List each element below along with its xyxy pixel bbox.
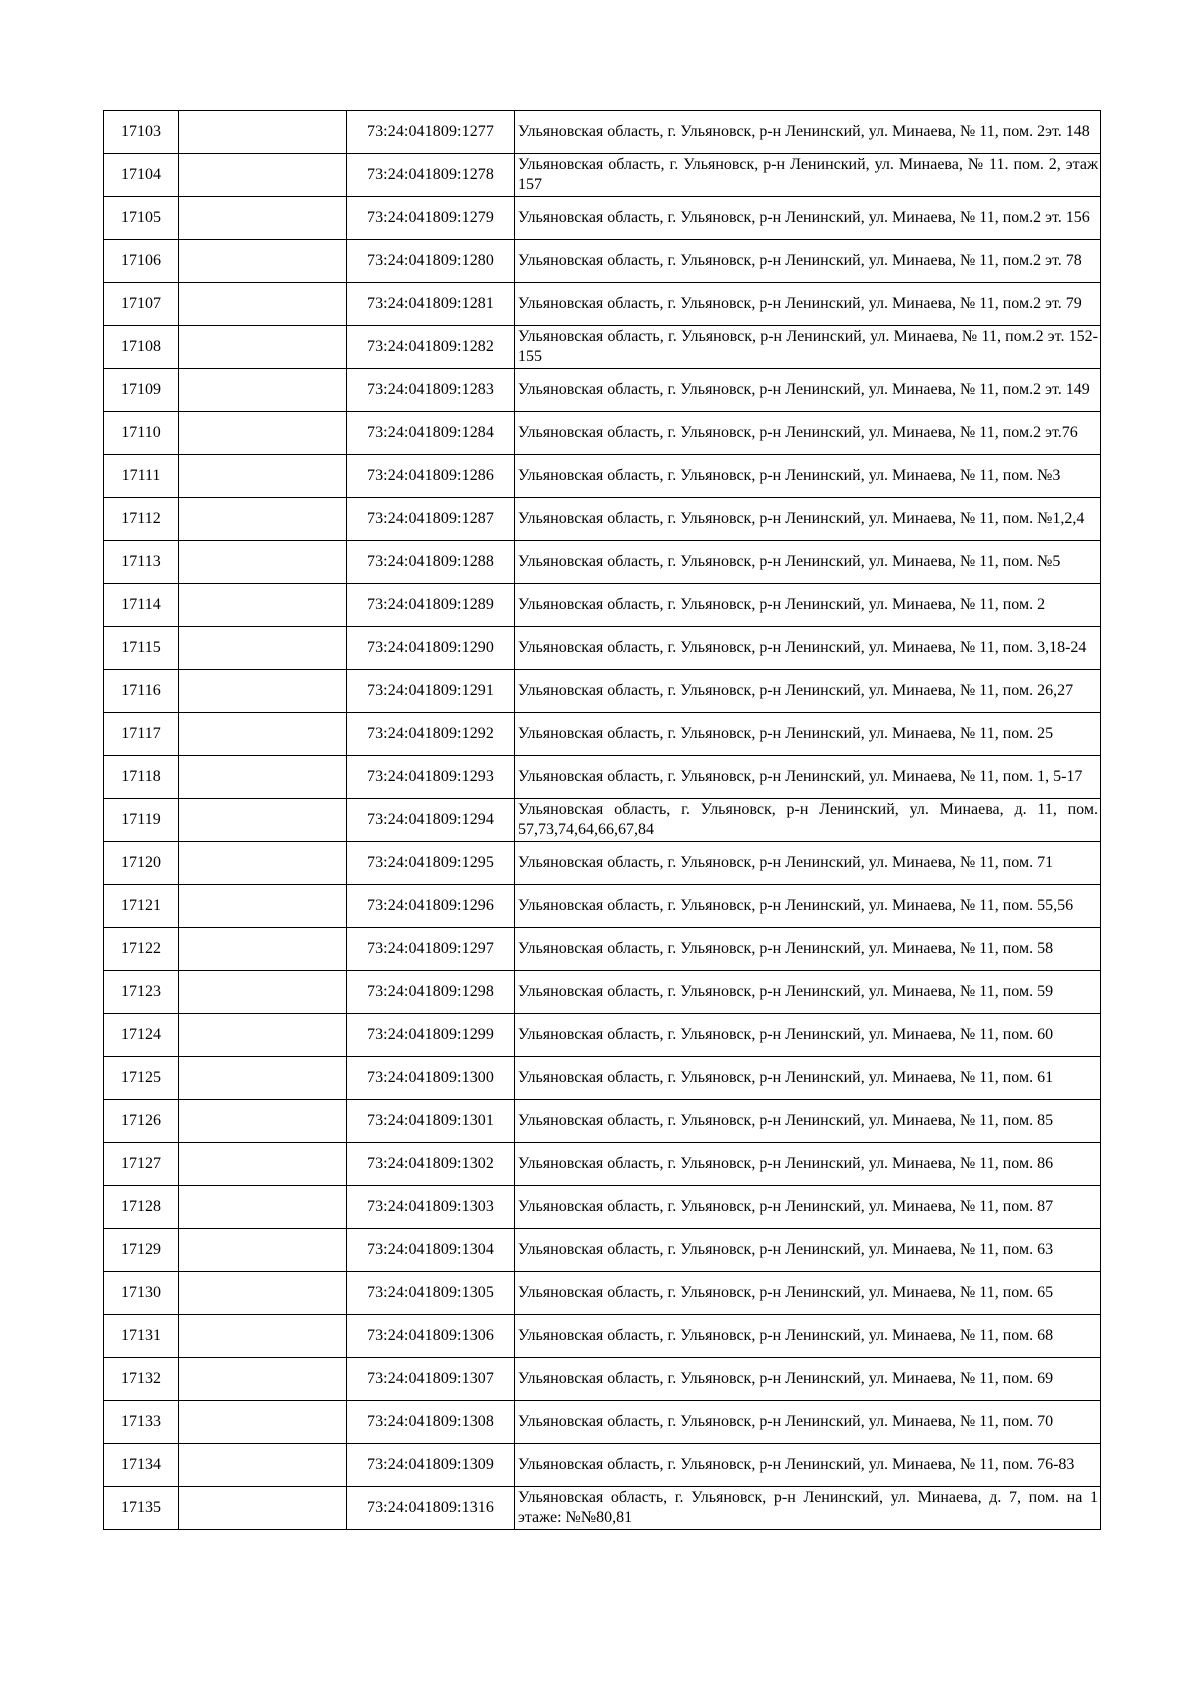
address-cell: Ульяновская область, г. Ульяновск, р-н Ленинский, ул. Минаева, № 11, пом. 71: [515, 842, 1101, 885]
address-cell: Ульяновская область, г. Ульяновск, р-н Ленинский, ул. Минаева, № 11, пом. №3: [515, 455, 1101, 498]
cadastral-number-cell: 73:24:041809:1289: [347, 584, 515, 627]
row-number-cell: 17128: [104, 1186, 179, 1229]
empty-cell: [179, 928, 347, 971]
address-cell: Ульяновская область, г. Ульяновск, р-н Ленинский, ул. Минаева, № 11, пом.2 эт. 79: [515, 283, 1101, 326]
row-number-cell: 17134: [104, 1444, 179, 1487]
empty-cell: [179, 197, 347, 240]
table-row: [104, 455, 1101, 498]
empty-cell: [179, 369, 347, 412]
cadastral-number-cell: 73:24:041809:1295: [347, 842, 515, 885]
cadastral-number-cell: 73:24:041809:1284: [347, 412, 515, 455]
empty-cell: [179, 670, 347, 713]
cadastral-number-cell: 73:24:041809:1286: [347, 455, 515, 498]
address-cell: Ульяновская область, г. Ульяновск, р-н Ленинский, ул. Минаева, № 11, пом. 2эт. 148: [515, 111, 1101, 154]
empty-cell: [179, 1014, 347, 1057]
address-cell: Ульяновская область, г. Ульяновск, р-н Ленинский, ул. Минаева, № 11, пом. 59: [515, 971, 1101, 1014]
empty-cell: [179, 885, 347, 928]
row-number-cell: 17114: [104, 584, 179, 627]
table-row: [104, 154, 1101, 197]
table-row: [104, 498, 1101, 541]
row-number-cell: 17112: [104, 498, 179, 541]
address-cell: Ульяновская область, г. Ульяновск, р-н Ленинский, ул. Минаева, № 11, пом. 87: [515, 1186, 1101, 1229]
row-number-cell: 17113: [104, 541, 179, 584]
empty-cell: [179, 1272, 347, 1315]
cadastral-number-cell: 73:24:041809:1292: [347, 713, 515, 756]
table-row: [104, 928, 1101, 971]
cadastral-number-cell: 73:24:041809:1308: [347, 1401, 515, 1444]
address-cell: Ульяновская область, г. Ульяновск, р-н Ленинский, ул. Минаева, № 11, пом. 86: [515, 1143, 1101, 1186]
row-number-cell: 17130: [104, 1272, 179, 1315]
cadastral-number-cell: 73:24:041809:1298: [347, 971, 515, 1014]
table-row: [104, 541, 1101, 584]
empty-cell: [179, 154, 347, 197]
row-number-cell: 17105: [104, 197, 179, 240]
row-number-cell: 17122: [104, 928, 179, 971]
address-cell: Ульяновская область, г. Ульяновск, р-н Ленинский, ул. Минаева, № 11, пом. 61: [515, 1057, 1101, 1100]
row-number-cell: 17108: [104, 326, 179, 369]
address-cell: Ульяновская область, г. Ульяновск, р-н Ленинский, ул. Минаева, № 11, пом. 60: [515, 1014, 1101, 1057]
row-number-cell: 17115: [104, 627, 179, 670]
empty-cell: [179, 1186, 347, 1229]
empty-cell: [179, 326, 347, 369]
table-row: [104, 412, 1101, 455]
empty-cell: [179, 1444, 347, 1487]
empty-cell: [179, 1229, 347, 1272]
table-row: [104, 885, 1101, 928]
cadastral-number-cell: 73:24:041809:1305: [347, 1272, 515, 1315]
table-row: [104, 627, 1101, 670]
empty-cell: [179, 842, 347, 885]
empty-cell: [179, 1100, 347, 1143]
table-body: [104, 111, 1101, 1530]
address-cell: Ульяновская область, г. Ульяновск, р-н Ленинский, ул. Минаева, № 11, пом. 76-83: [515, 1444, 1101, 1487]
cadastral-number-cell: 73:24:041809:1306: [347, 1315, 515, 1358]
table-row: [104, 369, 1101, 412]
address-cell: Ульяновская область, г. Ульяновск, р-н Ленинский, ул. Минаева, № 11, пом. №1,2,4: [515, 498, 1101, 541]
cadastral-number-cell: 73:24:041809:1288: [347, 541, 515, 584]
cadastral-number-cell: 73:24:041809:1302: [347, 1143, 515, 1186]
table-row: [104, 584, 1101, 627]
cadastral-number-cell: 73:24:041809:1316: [347, 1487, 515, 1530]
address-cell: Ульяновская область, г. Ульяновск, р-н Ленинский, ул. Минаева, д. 11, пом. 57,73,74,64,66,67,84: [515, 799, 1101, 842]
address-cell: Ульяновская область, г. Ульяновск, р-н Ленинский, ул. Минаева, № 11, пом. 55,56: [515, 885, 1101, 928]
row-number-cell: 17125: [104, 1057, 179, 1100]
row-number-cell: 17116: [104, 670, 179, 713]
table-row: [104, 240, 1101, 283]
property-registry-table: [103, 110, 1101, 1530]
cadastral-number-cell: 73:24:041809:1293: [347, 756, 515, 799]
table-row: [104, 1143, 1101, 1186]
row-number-cell: 17109: [104, 369, 179, 412]
address-cell: Ульяновская область, г. Ульяновск, р-н Ленинский, ул. Минаева, № 11. пом. 2, этаж 157: [515, 154, 1101, 197]
row-number-cell: 17107: [104, 283, 179, 326]
row-number-cell: 17117: [104, 713, 179, 756]
row-number-cell: 17111: [104, 455, 179, 498]
empty-cell: [179, 1057, 347, 1100]
table-row: [104, 756, 1101, 799]
cadastral-number-cell: 73:24:041809:1283: [347, 369, 515, 412]
cadastral-number-cell: 73:24:041809:1290: [347, 627, 515, 670]
cadastral-number-cell: 73:24:041809:1301: [347, 1100, 515, 1143]
table-row: [104, 1014, 1101, 1057]
cadastral-number-cell: 73:24:041809:1296: [347, 885, 515, 928]
empty-cell: [179, 1401, 347, 1444]
table-row: [104, 1186, 1101, 1229]
table-row: [104, 1315, 1101, 1358]
row-number-cell: 17127: [104, 1143, 179, 1186]
table-row: [104, 1100, 1101, 1143]
table-row: [104, 326, 1101, 369]
table-row: [104, 799, 1101, 842]
cadastral-number-cell: 73:24:041809:1277: [347, 111, 515, 154]
row-number-cell: 17106: [104, 240, 179, 283]
row-number-cell: 17124: [104, 1014, 179, 1057]
table-row: [104, 971, 1101, 1014]
row-number-cell: 17118: [104, 756, 179, 799]
row-number-cell: 17103: [104, 111, 179, 154]
cadastral-number-cell: 73:24:041809:1280: [347, 240, 515, 283]
empty-cell: [179, 1315, 347, 1358]
empty-cell: [179, 541, 347, 584]
empty-cell: [179, 1358, 347, 1401]
cadastral-number-cell: 73:24:041809:1294: [347, 799, 515, 842]
cadastral-number-cell: 73:24:041809:1281: [347, 283, 515, 326]
row-number-cell: 17123: [104, 971, 179, 1014]
row-number-cell: 17119: [104, 799, 179, 842]
cadastral-number-cell: 73:24:041809:1279: [347, 197, 515, 240]
empty-cell: [179, 627, 347, 670]
row-number-cell: 17135: [104, 1487, 179, 1530]
table-row: [104, 283, 1101, 326]
row-number-cell: 17132: [104, 1358, 179, 1401]
empty-cell: [179, 283, 347, 326]
row-number-cell: 17129: [104, 1229, 179, 1272]
address-cell: Ульяновская область, г. Ульяновск, р-н Ленинский, ул. Минаева, № 11, пом. 70: [515, 1401, 1101, 1444]
table-row: [104, 1358, 1101, 1401]
table-row: [104, 713, 1101, 756]
address-cell: Ульяновская область, г. Ульяновск, р-н Ленинский, ул. Минаева, № 11, пом. 65: [515, 1272, 1101, 1315]
table-row: [104, 1057, 1101, 1100]
row-number-cell: 17131: [104, 1315, 179, 1358]
table-row: [104, 1487, 1101, 1530]
empty-cell: [179, 1487, 347, 1530]
address-cell: Ульяновская область, г. Ульяновск, р-н Ленинский, ул. Минаева, № 11, пом. 3,18-24: [515, 627, 1101, 670]
address-cell: Ульяновская область, г. Ульяновск, р-н Ленинский, ул. Минаева, № 11, пом. 1, 5-17: [515, 756, 1101, 799]
cadastral-number-cell: 73:24:041809:1291: [347, 670, 515, 713]
empty-cell: [179, 584, 347, 627]
table-row: [104, 197, 1101, 240]
cadastral-number-cell: 73:24:041809:1304: [347, 1229, 515, 1272]
empty-cell: [179, 498, 347, 541]
address-cell: Ульяновская область, г. Ульяновск, р-н Ленинский, ул. Минаева, № 11, пом. 85: [515, 1100, 1101, 1143]
empty-cell: [179, 756, 347, 799]
address-cell: Ульяновская область, г. Ульяновск, р-н Ленинский, ул. Минаева, № 11, пом. 25: [515, 713, 1101, 756]
row-number-cell: 17104: [104, 154, 179, 197]
cadastral-number-cell: 73:24:041809:1278: [347, 154, 515, 197]
address-cell: Ульяновская область, г. Ульяновск, р-н Ленинский, ул. Минаева, № 11, пом. 2: [515, 584, 1101, 627]
empty-cell: [179, 971, 347, 1014]
table-row: [104, 111, 1101, 154]
row-number-cell: 17120: [104, 842, 179, 885]
empty-cell: [179, 111, 347, 154]
row-number-cell: 17121: [104, 885, 179, 928]
address-cell: Ульяновская область, г. Ульяновск, р-н Ленинский, ул. Минаева, № 11, пом. 63: [515, 1229, 1101, 1272]
table-row: [104, 842, 1101, 885]
empty-cell: [179, 799, 347, 842]
address-cell: Ульяновская область, г. Ульяновск, р-н Ленинский, ул. Минаева, № 11, пом. 58: [515, 928, 1101, 971]
address-cell: Ульяновская область, г. Ульяновск, р-н Ленинский, ул. Минаева, № 11, пом. 68: [515, 1315, 1101, 1358]
cadastral-number-cell: 73:24:041809:1282: [347, 326, 515, 369]
address-cell: Ульяновская область, г. Ульяновск, р-н Ленинский, ул. Минаева, № 11, пом.2 эт. 149: [515, 369, 1101, 412]
cadastral-number-cell: 73:24:041809:1300: [347, 1057, 515, 1100]
empty-cell: [179, 412, 347, 455]
address-cell: Ульяновская область, г. Ульяновск, р-н Ленинский, ул. Минаева, № 11, пом.2 эт.76: [515, 412, 1101, 455]
table-row: [104, 1444, 1101, 1487]
address-cell: Ульяновская область, г. Ульяновск, р-н Ленинский, ул. Минаева, № 11, пом. 69: [515, 1358, 1101, 1401]
table-row: [104, 1401, 1101, 1444]
row-number-cell: 17133: [104, 1401, 179, 1444]
empty-cell: [179, 1143, 347, 1186]
address-cell: Ульяновская область, г. Ульяновск, р-н Ленинский, ул. Минаева, № 11, пом.2 эт. 152-155: [515, 326, 1101, 369]
address-cell: Ульяновская область, г. Ульяновск, р-н Ленинский, ул. Минаева, № 11, пом. №5: [515, 541, 1101, 584]
cadastral-number-cell: 73:24:041809:1287: [347, 498, 515, 541]
table-row: [104, 670, 1101, 713]
address-cell: Ульяновская область, г. Ульяновск, р-н Ленинский, ул. Минаева, № 11, пом. 26,27: [515, 670, 1101, 713]
empty-cell: [179, 713, 347, 756]
cadastral-number-cell: 73:24:041809:1307: [347, 1358, 515, 1401]
cadastral-number-cell: 73:24:041809:1297: [347, 928, 515, 971]
address-cell: Ульяновская область, г. Ульяновск, р-н Ленинский, ул. Минаева, № 11, пом.2 эт. 78: [515, 240, 1101, 283]
table-row: [104, 1272, 1101, 1315]
cadastral-number-cell: 73:24:041809:1299: [347, 1014, 515, 1057]
empty-cell: [179, 455, 347, 498]
row-number-cell: 17126: [104, 1100, 179, 1143]
address-cell: Ульяновская область, г. Ульяновск, р-н Ленинский, ул. Минаева, д. 7, пом. на 1 этаже: №№80,81: [515, 1487, 1101, 1530]
cadastral-number-cell: 73:24:041809:1309: [347, 1444, 515, 1487]
empty-cell: [179, 240, 347, 283]
table-row: [104, 1229, 1101, 1272]
cadastral-number-cell: 73:24:041809:1303: [347, 1186, 515, 1229]
address-cell: Ульяновская область, г. Ульяновск, р-н Ленинский, ул. Минаева, № 11, пом.2 эт. 156: [515, 197, 1101, 240]
row-number-cell: 17110: [104, 412, 179, 455]
